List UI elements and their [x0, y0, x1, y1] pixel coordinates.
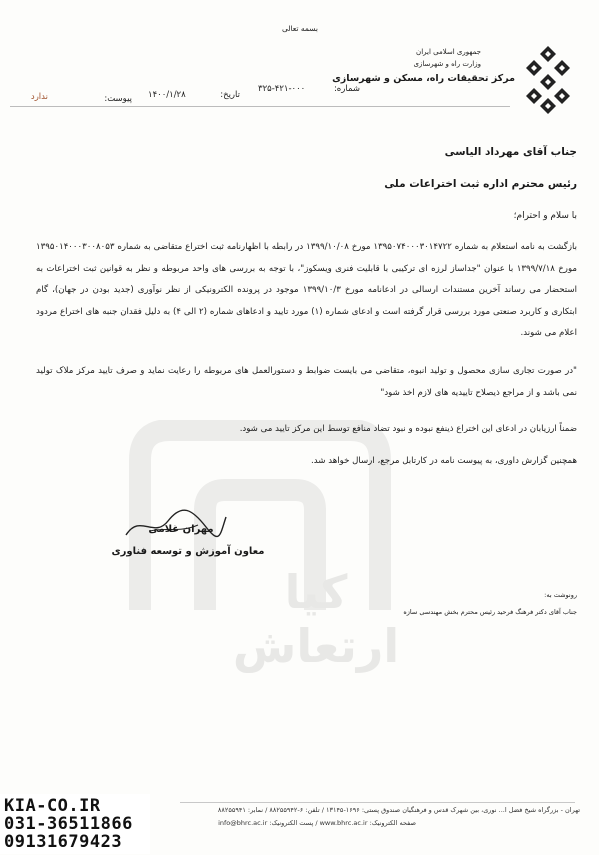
- date-value: ۱۴۰۰/۱/۲۸: [148, 90, 186, 100]
- basmala: بسمه تعالی: [281, 24, 319, 33]
- contact-stamp: [0, 794, 150, 854]
- recipient-name: جناب آقای مهرداد الیاسی: [444, 146, 577, 158]
- header-center-name: مرکز تحقیقات راه، مسکن و شهرسازی: [332, 73, 515, 84]
- body-paragraph-3: ضمناً ارزیابان در ادعای این اختراع ذینفع نبوده و نبود تضاد منافع توسط این مرکز تایید می شود.: [239, 424, 577, 434]
- header-divider: [10, 106, 510, 107]
- body-paragraph-2: "در صورت تجاری سازی محصول و تولید انبوه، متقاضی می بایست ضوابط و دستورالعمل های مربوطه را رعایت نماید و صرف تایید مرکز ملاک تولید نمی باشد و از مراجع ذیصلاح تاییدیه های لازم اخذ شود": [36, 366, 577, 398]
- signer-title: معاون آموزش و توسعه فناوری: [111, 546, 265, 557]
- stamp-website: KIA-CO.IR: [4, 796, 101, 816]
- bhrc-logo-icon: [520, 44, 576, 114]
- number-label: شماره:: [333, 84, 360, 94]
- body-paragraph-4: همچنین گزارش داوری، به پیوست نامه در کارتابل مرجع، ارسال خواهد شد.: [311, 456, 577, 466]
- signer-name: مهران غلامی: [148, 524, 214, 535]
- number-value: ۳۲۵-۴۲۱-۰۰۰: [258, 84, 306, 94]
- attachment-label: پیوست:: [104, 94, 132, 104]
- footer-web: صفحه الکترونیک: www.bhrc.ac.ir / پست الکترونیک: info@bhrc.ac.ir: [218, 819, 416, 827]
- recipient-title: رئیس محترم اداره ثبت اختراعات ملی: [384, 178, 577, 190]
- cc-recipient: جناب آقای دکتر فرهنگ فرحید رئیس محترم بخش مهندسی سازه: [403, 608, 577, 616]
- body-paragraph-1: بازگشت به نامه استعلام به شماره ۱۳۹۵۰۷۴۰۰۰۳۰۱۴۷۲۲ مورخ ۱۳۹۹/۱۰/۰۸ در رابطه با اظهارنامه ثبت اختراع متقاضی به شماره ۱۳۹۵۰۱۴۰۰۰۳۰۰۸۰۵۳ مورخ ۱۳۹۹/۷/۱۸ با عنوان "جداساز لرزه ای ترکیبی با قابلیت فنری ویسکوز"، با توجه به بررسی های واحد مربوطه و نظر به قوانین ثبت اختراعات به استحضار می رساند آخرین مستندات ارسالی در ادعانامه مورخ ۱۳۹۹/۱۰/۳ موجود در پرونده الکترونیکی از نظر نوآوری (جدید بودن در جهان)، گام ابتکاری و کاربرد صنعتی مورد بررسی قرار گرفته است و ادعای شماره (۱) مورد تایید و ادعاهای شماره (۲ الی ۴) به دلیل فقدان جنبه های اختراع مردود اعلام می شوند.: [36, 242, 577, 338]
- cc-label: رونوشت به:: [544, 591, 577, 599]
- watermark-text: کیا ارتعاش: [232, 565, 400, 673]
- footer-divider: [180, 802, 575, 803]
- attachment-value: ندارد: [30, 92, 48, 102]
- stamp-mobile: 09131679423: [4, 832, 123, 852]
- header-republic: جمهوری اسلامی ایران: [416, 48, 481, 56]
- greeting: با سلام و احترام؛: [513, 211, 577, 221]
- footer-address: تهران - بزرگراه شیخ فضل ا... نوری، بین شهرک قدس و فرهنگیان صندوق پستی: ۱۶۹۶-۱۳۱۴۵ / تلفن: ۶-۸۸۲۵۵۹۴۲ / نمابر: ۸۸۲۵۵۹۴۱: [217, 806, 580, 814]
- header-ministry: وزارت راه و شهرسازی: [413, 60, 481, 68]
- date-label: تاریخ:: [220, 90, 240, 100]
- stamp-phone: 031-36511866: [4, 814, 133, 834]
